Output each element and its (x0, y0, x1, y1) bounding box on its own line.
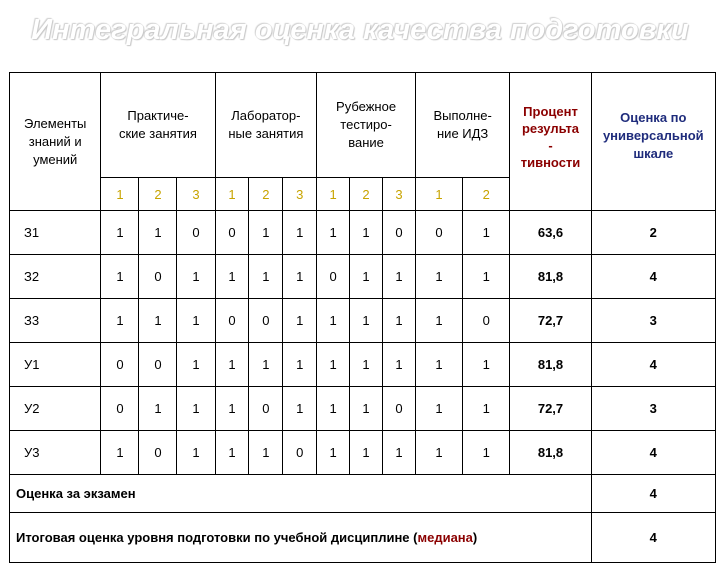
score-cell: 0 (101, 343, 139, 387)
score-cell: 1 (177, 387, 215, 431)
score-cell: 0 (215, 211, 249, 255)
table-row (10, 211, 716, 255)
score-cell: 1 (139, 387, 177, 431)
score-cell: 1 (177, 299, 215, 343)
header-practical: Практиче- ские занятия (101, 73, 215, 178)
percent-cell: 72,7 (510, 387, 591, 431)
score-cell: 1 (350, 387, 383, 431)
score-cell: 1 (283, 387, 317, 431)
header-test: Рубежное тестиро- вание (317, 73, 416, 178)
grade-cell: 3 (591, 387, 715, 431)
exam-row (10, 475, 716, 513)
header-row (10, 73, 716, 178)
score-cell: 1 (177, 431, 215, 475)
row-label: У1 (10, 343, 101, 387)
score-cell: 0 (415, 211, 462, 255)
final-grade: 4 (591, 513, 715, 563)
score-cell: 1 (101, 211, 139, 255)
row-label: У3 (10, 431, 101, 475)
score-cell: 0 (382, 387, 415, 431)
subheader-cell: 1 (101, 178, 139, 211)
score-cell: 1 (463, 211, 510, 255)
score-cell: 0 (382, 211, 415, 255)
score-cell: 1 (382, 431, 415, 475)
subheader-cell: 2 (463, 178, 510, 211)
score-cell: 1 (139, 211, 177, 255)
score-cell: 1 (317, 343, 350, 387)
score-cell: 1 (215, 387, 249, 431)
score-cell: 1 (283, 343, 317, 387)
table-row (10, 431, 716, 475)
score-cell: 1 (382, 299, 415, 343)
subheader-cell: 1 (215, 178, 249, 211)
score-cell: 1 (249, 343, 283, 387)
score-cell: 1 (463, 343, 510, 387)
score-cell: 1 (101, 431, 139, 475)
score-cell: 1 (177, 255, 215, 299)
grade-cell: 4 (591, 431, 715, 475)
score-cell: 1 (415, 299, 462, 343)
final-row (10, 513, 716, 563)
score-cell: 1 (382, 255, 415, 299)
score-cell: 1 (249, 431, 283, 475)
score-cell: 0 (463, 299, 510, 343)
score-cell: 1 (283, 255, 317, 299)
score-cell: 0 (215, 299, 249, 343)
score-cell: 1 (463, 387, 510, 431)
exam-grade: 4 (591, 475, 715, 513)
score-cell: 0 (139, 431, 177, 475)
score-cell: 0 (317, 255, 350, 299)
final-label-prefix: Итоговая оценка уровня подготовки по учебной дисциплине ( (16, 530, 418, 545)
subheader-cell: 2 (350, 178, 383, 211)
assessment-table (9, 72, 716, 563)
score-cell: 1 (350, 211, 383, 255)
subheader-cell: 2 (139, 178, 177, 211)
score-cell: 1 (382, 343, 415, 387)
score-cell: 1 (177, 343, 215, 387)
score-cell: 1 (283, 299, 317, 343)
score-cell: 1 (415, 255, 462, 299)
percent-cell: 81,8 (510, 255, 591, 299)
exam-label: Оценка за экзамен (10, 475, 592, 513)
score-cell: 0 (249, 387, 283, 431)
subheader-cell: 2 (249, 178, 283, 211)
header-percent: Процент результа - тивности (510, 73, 591, 211)
table-row (10, 387, 716, 431)
row-label: У2 (10, 387, 101, 431)
table-row (10, 255, 716, 299)
score-cell: 1 (350, 431, 383, 475)
score-cell: 1 (101, 299, 139, 343)
score-cell: 1 (350, 299, 383, 343)
subheader-cell: 3 (177, 178, 215, 211)
score-cell: 1 (249, 255, 283, 299)
percent-cell: 72,7 (510, 299, 591, 343)
score-cell: 1 (249, 211, 283, 255)
grade-cell: 3 (591, 299, 715, 343)
row-label: З3 (10, 299, 101, 343)
score-cell: 1 (415, 431, 462, 475)
score-cell: 0 (139, 343, 177, 387)
percent-cell: 81,8 (510, 431, 591, 475)
grade-cell: 4 (591, 343, 715, 387)
score-cell: 1 (317, 431, 350, 475)
table-row (10, 343, 716, 387)
score-cell: 1 (415, 387, 462, 431)
subheader-cell: 3 (283, 178, 317, 211)
score-cell: 0 (139, 255, 177, 299)
score-cell: 0 (177, 211, 215, 255)
score-cell: 1 (139, 299, 177, 343)
score-cell: 1 (463, 255, 510, 299)
row-label: З1 (10, 211, 101, 255)
score-cell: 1 (463, 431, 510, 475)
percent-cell: 81,8 (510, 343, 591, 387)
header-scale: Оценка по универсальной шкале (591, 73, 715, 211)
score-cell: 0 (101, 387, 139, 431)
score-cell: 1 (317, 299, 350, 343)
score-cell: 1 (317, 211, 350, 255)
percent-cell: 63,6 (510, 211, 591, 255)
score-cell: 1 (101, 255, 139, 299)
page-title: Интегральная оценка качества подготовки (31, 14, 689, 46)
grade-cell: 2 (591, 211, 715, 255)
score-cell: 1 (415, 343, 462, 387)
score-cell: 0 (249, 299, 283, 343)
score-cell: 1 (317, 387, 350, 431)
subheader-cell: 3 (382, 178, 415, 211)
score-cell: 1 (215, 431, 249, 475)
score-cell: 0 (283, 431, 317, 475)
score-cell: 1 (215, 255, 249, 299)
table-row (10, 299, 716, 343)
final-label-median: медиана (417, 530, 473, 545)
score-cell: 1 (283, 211, 317, 255)
header-lab: Лаборатор- ные занятия (215, 73, 317, 178)
subheader-cell: 1 (415, 178, 462, 211)
grade-cell: 4 (591, 255, 715, 299)
subheader-cell: 1 (317, 178, 350, 211)
score-cell: 1 (350, 343, 383, 387)
row-label: З2 (10, 255, 101, 299)
header-elements: Элементы знаний и умений (10, 73, 101, 211)
data-rows (10, 211, 716, 475)
final-label-suffix: ) (472, 530, 478, 545)
score-cell: 1 (350, 255, 383, 299)
final-label (10, 513, 592, 563)
score-cell: 1 (215, 343, 249, 387)
header-idz: Выполне- ние ИДЗ (415, 73, 510, 178)
